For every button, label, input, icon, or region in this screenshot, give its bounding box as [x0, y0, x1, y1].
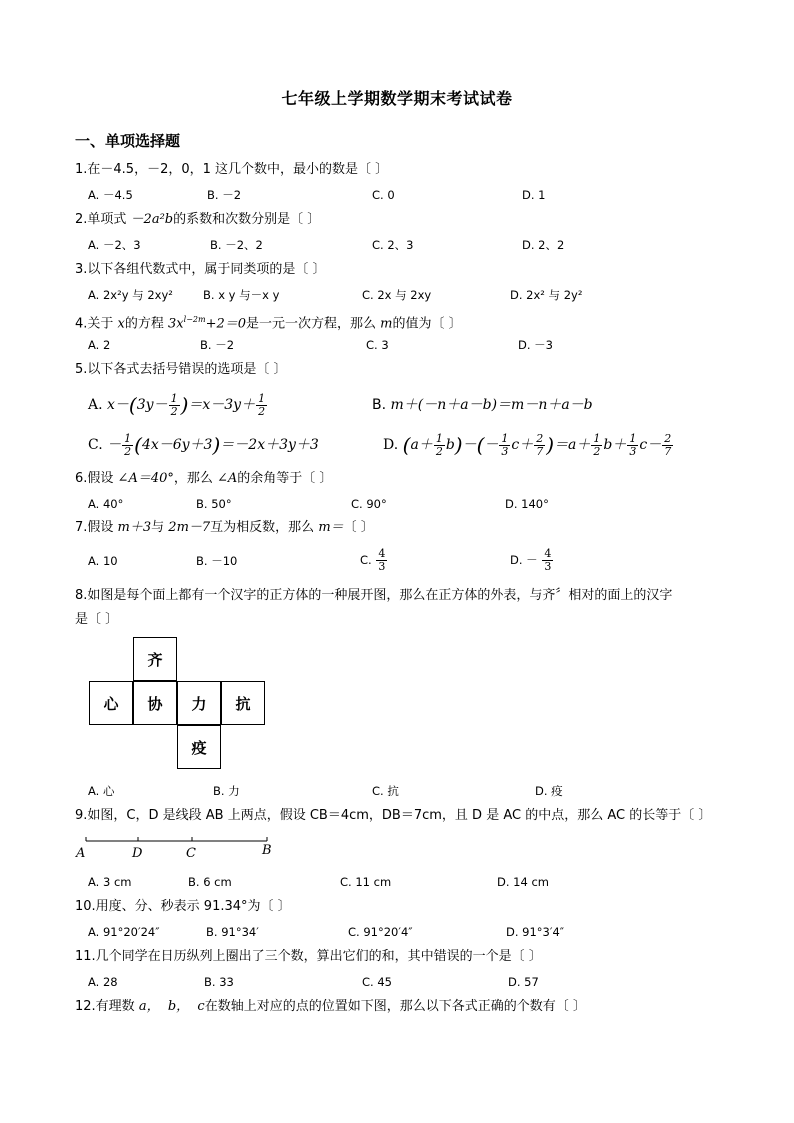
q2-option-c: C. 2、3 [372, 238, 414, 252]
q12-post: 在数轴上对应的点的位置如下图，那么以下各式正确的个数有〔 〕 [204, 999, 586, 1014]
q4-option-a: A. 2 [88, 338, 111, 352]
question-1: 1.在－4.5，－2，0，1 这几个数中，最小的数是〔 〕 [75, 162, 389, 177]
q8-option-b: B. 力 [213, 784, 240, 798]
q8-option-a: A. 心 [88, 784, 115, 798]
net-cell-mid2: 力 [177, 681, 221, 725]
q6-mid: ，那么 [173, 471, 218, 486]
q6-pre: 6.假设 [75, 471, 118, 486]
q7-expression-3: m＝ [318, 520, 344, 535]
q7-post2: 〔 〕 [343, 520, 374, 535]
q1-option-a: A. －4.5 [88, 188, 133, 202]
q7-option-a: A. 10 [88, 554, 118, 568]
q4-pre: 4.关于 [75, 316, 118, 332]
q6-option-d: D. 140° [505, 497, 549, 511]
q8-option-d: D. 疫 [535, 784, 563, 798]
q5-b-label: B. [372, 397, 387, 413]
q7-c-label: C. [360, 553, 372, 567]
q4-option-b: B. －2 [200, 338, 235, 352]
q7-option-b: B. －10 [196, 554, 238, 568]
q8-option-c: C. 抗 [372, 784, 399, 798]
question-8-line-2: 是〔 〕 [75, 612, 119, 627]
q10-option-b: B. 91°34′ [206, 925, 259, 939]
question-8-line-1: 8.如图是每个面上都有一个汉字的正方体的一种展开图，那么在正方体的外表，与齐〞相对的面上的汉字 [75, 588, 673, 603]
question-11: 11.几个同学在日历纵列上圈出了三个数，算出它们的和，其中错误的一个是〔 〕 [75, 949, 542, 964]
q4-exponent: l−2m [183, 315, 206, 324]
q10-option-a: A. 91°20′24″ [88, 925, 160, 939]
q4-var-m: m [380, 316, 393, 332]
q1-option-d: D. 1 [522, 188, 546, 202]
q3-option-c: C. 2x 与 2xy [362, 288, 432, 302]
q6-option-b: B. 50° [196, 497, 232, 511]
q4-expression-tail: +2＝0 [205, 316, 247, 332]
q7-mid: 与 [151, 520, 169, 535]
q5-a-label: A. [88, 397, 103, 413]
q2-post: 的系数和次数分别是〔 〕 [173, 212, 321, 227]
segment-diagram [70, 832, 280, 862]
question-6 [75, 470, 332, 488]
q4-expression: 3x [168, 316, 184, 332]
q4-option-d: D. －3 [518, 338, 553, 352]
question-9: 9.如图，C，D 是线段 AB 上两点，假设 CB＝4cm，DB＝7cm，且 D 是 AC 的中点，那么 AC 的长等于〔 〕 [75, 808, 712, 823]
q2-option-a: A. －2、3 [88, 238, 141, 252]
question-7 [75, 519, 374, 537]
q5-option-b [372, 396, 593, 414]
net-cell-bottom: 疫 [177, 725, 221, 769]
question-5: 5.以下各式去括号错误的选项是〔 〕 [75, 362, 287, 377]
q10-option-d: D. 91°3′4″ [506, 925, 565, 939]
q10-option-c: C. 91°20′4″ [348, 925, 413, 939]
q4-mid: 的方程 [124, 316, 169, 332]
page-title: 七年级上学期数学期末考试试卷 [281, 89, 513, 108]
q5-b-expression: m＋(－n＋a－b)＝m－n＋a－b [390, 397, 593, 413]
q7-d-label: D. － [510, 553, 538, 567]
q2-pre: 2.单项式 [75, 212, 131, 227]
q7-pre: 7.假设 [75, 520, 118, 535]
point-label-c: C [186, 846, 196, 861]
q9-option-d: D. 14 cm [497, 875, 549, 889]
q11-option-d: D. 57 [508, 975, 539, 989]
net-cell-top: 齐 [133, 637, 177, 681]
q2-option-b: B. －2、2 [210, 238, 263, 252]
q5-option-d: D. (a＋ $\frac{1}{2}$ b)－(－ $\frac{1}{3}$ c＋ $\frac{2}{7}$ )＝a＋ $\frac{1}{2}$ b＋ $\frac{1}{3}$ c－ $\frac{2}{7}$ [383, 431, 672, 458]
q7-expression-1: m＋3 [117, 520, 152, 535]
q1-option-b: B. －2 [207, 188, 242, 202]
q11-option-a: A. 28 [88, 975, 118, 989]
point-label-b: B [262, 843, 272, 858]
q6-option-a: A. 40° [88, 497, 124, 511]
q11-option-c: C. 45 [362, 975, 392, 989]
q5-option-c: C. － $\frac{1}{2}$ (4x－6y＋3)＝－2x＋3y＋3 [88, 431, 319, 458]
q9-option-a: A. 3 cm [88, 875, 132, 889]
q4-var-x: x [117, 316, 125, 332]
q3-option-a: A. 2x²y 与 2xy² [88, 288, 173, 302]
point-label-d: D [132, 846, 143, 861]
q4-option-c: C. 3 [366, 338, 389, 352]
q3-option-b: B. x y 与－x y [203, 288, 280, 302]
question-4 [75, 311, 462, 333]
q4-post2: 的值为〔 〕 [392, 316, 462, 332]
point-label-a: A [76, 846, 86, 861]
q3-option-d: D. 2x² 与 2y² [510, 288, 583, 302]
q1-option-c: C. 0 [372, 188, 395, 202]
net-cell-mid1: 协 [133, 681, 177, 725]
q5-option-a: A. x－(3y－ $\frac{1}{2}$ )＝x－3y＋ $\frac{1}{2}$ [88, 391, 266, 418]
q12-pre: 12.有理数 [75, 999, 139, 1014]
q9-option-c: C. 11 cm [340, 875, 392, 889]
net-cell-left: 心 [89, 681, 133, 725]
q12-variables: a， b， c [138, 999, 205, 1014]
q6-post: 的余角等于〔 〕 [237, 471, 333, 486]
question-12 [75, 998, 586, 1016]
question-3: 3.以下各组代数式中，属于同类项的是〔 〕 [75, 262, 326, 277]
question-2 [75, 211, 320, 229]
q6-expression-2: ∠A [217, 471, 238, 486]
q11-option-b: B. 33 [204, 975, 234, 989]
q5-d-label: D. [383, 437, 399, 453]
q2-option-d: D. 2、2 [522, 238, 565, 252]
section-heading: 一、单项选择题 [75, 132, 181, 150]
q4-post: 是一元一次方程，那么 [246, 316, 381, 332]
net-cell-right: 抗 [221, 681, 265, 725]
q7-post: 互为相反数，那么 [210, 520, 319, 535]
q6-option-c: C. 90° [351, 497, 387, 511]
q7-option-c: C. $\frac{4}{3}$ [360, 547, 386, 573]
q9-option-b: B. 6 cm [188, 875, 232, 889]
question-10: 10.用度、分、秒表示 91.34°为〔 〕 [75, 899, 291, 914]
q7-option-d: D. － $\frac{4}{3}$ [510, 547, 552, 573]
q5-c-label: C. [88, 437, 103, 453]
q2-expression: －2a²b [130, 212, 174, 227]
q6-expression: ∠A＝40° [117, 471, 174, 486]
q7-expression-2: 2m－7 [168, 520, 211, 535]
